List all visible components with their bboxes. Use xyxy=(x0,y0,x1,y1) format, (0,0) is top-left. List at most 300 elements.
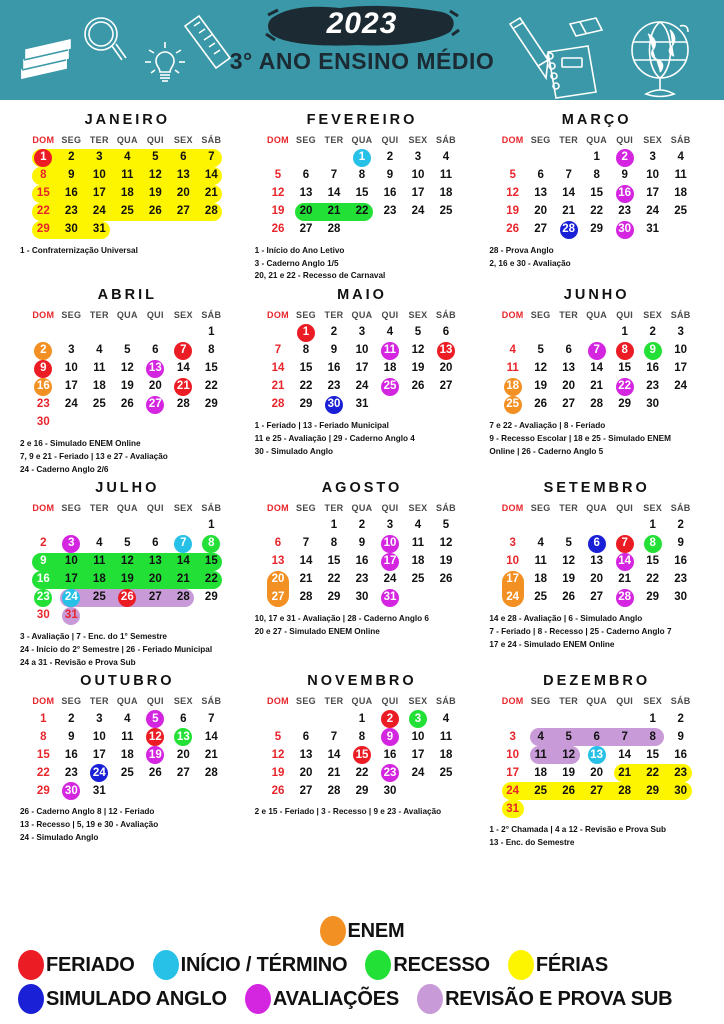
calendar-empty-cell xyxy=(611,800,639,818)
day-number: 11 xyxy=(534,748,547,761)
calendar-day-cell xyxy=(141,535,169,553)
day-number: 24 xyxy=(92,205,106,218)
calendar-empty-cell xyxy=(499,149,527,167)
weekday-header-ter: TER xyxy=(559,135,579,145)
day-number: 16 xyxy=(616,185,634,203)
legend-label: SIMULADO ANGLO xyxy=(46,987,227,1010)
day-number: 20 xyxy=(590,573,604,586)
calendar-day-cell xyxy=(57,746,85,764)
calendar-week-row xyxy=(29,728,225,746)
day-number: 12 xyxy=(562,555,576,568)
day-number: 27 xyxy=(562,398,576,411)
lightbulb-icon xyxy=(145,42,185,81)
calendar-day-cell xyxy=(432,535,460,553)
calendar-day-cell xyxy=(292,378,320,396)
calendar-day-cell xyxy=(527,728,555,746)
calendar-empty-cell xyxy=(555,710,583,728)
day-number: 10 xyxy=(674,344,688,357)
day-number: 20 xyxy=(176,748,190,761)
day-number: 25 xyxy=(92,591,106,604)
day-number: 29 xyxy=(204,591,218,604)
calendar-day-cell xyxy=(432,149,460,167)
calendar-day-cell xyxy=(292,571,320,589)
day-number: 17 xyxy=(674,362,688,375)
calendar-day-cell xyxy=(197,589,225,607)
day-number: 2 xyxy=(68,712,75,725)
weekday-header-sáb: SÁB xyxy=(436,310,456,321)
day-number: 2 xyxy=(616,149,634,167)
calendar-day-cell xyxy=(169,746,197,764)
day-number: 28 xyxy=(176,398,190,411)
day-number: 23 xyxy=(674,766,688,779)
calendar-day-cell xyxy=(499,396,527,414)
calendar-day-cell xyxy=(404,571,432,589)
calendar-day-cell xyxy=(348,571,376,589)
calendar-day-cell xyxy=(29,553,57,571)
weekday-header-qua: QUA xyxy=(116,135,138,145)
calendar-day-cell xyxy=(432,764,460,782)
calendar-day-cell xyxy=(611,746,639,764)
calendar-week-row xyxy=(264,710,460,728)
day-number: 19 xyxy=(439,555,453,568)
day-number: 30 xyxy=(674,784,688,797)
day-number: 13 xyxy=(299,187,313,200)
legend-row-2 xyxy=(18,984,706,1014)
day-number: 20 xyxy=(269,571,287,589)
legend-label: FERIADO xyxy=(46,953,135,976)
page-header xyxy=(0,0,724,100)
calendar-day-cell xyxy=(29,360,57,378)
weekday-header-sáb: SÁB xyxy=(201,310,222,321)
day-number: 27 xyxy=(299,784,313,797)
day-number: 31 xyxy=(646,223,660,236)
calendar-day-cell xyxy=(667,589,695,607)
calendar-empty-cell xyxy=(376,221,404,239)
weekday-header-qui: QUI xyxy=(381,503,399,514)
month-note-line: 28 - Prova Anglo xyxy=(489,246,554,255)
calendar-day-cell xyxy=(113,342,141,360)
calendar-empty-cell xyxy=(555,324,583,342)
day-number: 12 xyxy=(439,537,453,550)
day-number: 14 xyxy=(327,187,341,200)
day-number: 9 xyxy=(677,537,684,550)
day-number: 13 xyxy=(271,555,285,568)
day-number: 21 xyxy=(327,205,341,218)
calendar-day-cell xyxy=(348,396,376,414)
day-number: 22 xyxy=(299,380,313,393)
month-title: MAIO xyxy=(337,287,387,304)
calendar-day-cell xyxy=(639,396,667,414)
calendar-day-cell xyxy=(348,746,376,764)
day-number: 30 xyxy=(64,223,78,236)
month-note-line: 14 e 28 - Avaliação | 6 - Simulado Anglo xyxy=(489,614,643,624)
calendar-empty-cell xyxy=(141,517,169,535)
day-number: 14 xyxy=(176,362,190,375)
day-number: 2 xyxy=(649,326,656,339)
calendar-empty-cell xyxy=(113,221,141,239)
calendar-day-cell xyxy=(639,342,667,360)
day-number: 12 xyxy=(411,344,425,357)
calendar-day-cell xyxy=(320,571,348,589)
calendar-day-cell xyxy=(667,185,695,203)
day-number: 3 xyxy=(96,712,103,725)
calendar-day-cell xyxy=(348,342,376,360)
calendar-day-cell xyxy=(57,360,85,378)
day-number: 30 xyxy=(325,396,343,414)
day-number: 3 xyxy=(68,344,75,357)
day-number: 19 xyxy=(562,766,576,779)
day-number: 10 xyxy=(64,362,78,375)
calendar-day-cell xyxy=(264,378,292,396)
day-number: 18 xyxy=(534,766,548,779)
calendar-table xyxy=(29,310,225,432)
calendar-day-cell xyxy=(555,553,583,571)
weekday-header-dom: DOM xyxy=(267,135,289,145)
calendar-day-cell xyxy=(197,764,225,782)
month-title: FEVEREIRO xyxy=(306,112,418,128)
calendar-week-row xyxy=(499,728,695,746)
weekday-header-qui: QUI xyxy=(616,310,634,321)
day-number: 30 xyxy=(646,398,660,411)
calendar-day-cell xyxy=(499,553,527,571)
calendar-day-cell xyxy=(583,167,611,185)
calendar-week-row xyxy=(499,149,695,167)
day-number: 22 xyxy=(204,573,218,586)
month-note-line: 24 - Caderno Anglo 2/6 xyxy=(20,464,109,474)
calendar-day-cell xyxy=(667,324,695,342)
day-number: 16 xyxy=(674,748,688,761)
calendar-day-cell xyxy=(85,342,113,360)
calendar-day-cell xyxy=(555,342,583,360)
calendar-day-cell xyxy=(527,167,555,185)
calendar-week-row xyxy=(499,589,695,607)
calendar-day-cell xyxy=(320,324,348,342)
books-icon xyxy=(22,40,70,78)
calendar-day-cell xyxy=(583,764,611,782)
day-number: 1 xyxy=(208,326,215,339)
month-note-line: 1 - Confraternização Universal xyxy=(20,246,138,255)
day-number: 14 xyxy=(204,730,218,743)
calendar-day-cell xyxy=(197,535,225,553)
calendar-week-row xyxy=(499,185,695,203)
day-number: 28 xyxy=(618,784,632,797)
day-number: 24 xyxy=(383,573,397,586)
day-number: 29 xyxy=(646,591,660,604)
magnifier-icon xyxy=(85,18,126,60)
day-number: 21 xyxy=(562,205,576,218)
weekday-header-qui: QUI xyxy=(616,503,634,514)
calendar-week-row xyxy=(499,764,695,782)
month-note-line: 2, 16 e 30 - Avaliação xyxy=(489,258,571,268)
calendar-day-cell xyxy=(404,378,432,396)
calendar-day-cell xyxy=(404,764,432,782)
calendar-day-cell xyxy=(320,728,348,746)
calendar-day-cell xyxy=(85,396,113,414)
day-number: 18 xyxy=(534,573,548,586)
weekday-header-qui: QUI xyxy=(381,135,399,145)
day-number: 13 xyxy=(437,342,455,360)
calendar-day-cell xyxy=(320,360,348,378)
legend-label: AVALIAÇÕES xyxy=(272,987,400,1010)
day-number: 31 xyxy=(504,800,522,818)
day-number: 13 xyxy=(299,748,313,761)
calendar-day-cell xyxy=(611,221,639,239)
day-number: 9 xyxy=(677,730,684,743)
calendar-empty-cell xyxy=(264,324,292,342)
day-number: 25 xyxy=(120,205,134,218)
calendar-week-row xyxy=(499,221,695,239)
day-number: 4 xyxy=(677,151,684,164)
day-number: 29 xyxy=(327,591,341,604)
calendar-day-cell xyxy=(611,342,639,360)
day-number: 7 xyxy=(274,344,282,357)
calendar-day-cell xyxy=(583,149,611,167)
day-number: 22 xyxy=(646,573,660,586)
calendar-day-cell xyxy=(555,203,583,221)
calendar-day-cell xyxy=(85,764,113,782)
day-number: 23 xyxy=(646,380,660,393)
day-number: 2 xyxy=(386,151,394,164)
calendar-day-cell xyxy=(404,728,432,746)
calendar-day-cell xyxy=(57,710,85,728)
calendar-week-row xyxy=(264,149,460,167)
day-number: 22 xyxy=(616,378,634,396)
calendar-day-cell xyxy=(85,728,113,746)
calendar-empty-cell xyxy=(169,324,197,342)
day-number: 9 xyxy=(358,537,366,550)
calendar-day-cell xyxy=(320,342,348,360)
month-notes xyxy=(253,613,472,638)
calendar-day-cell xyxy=(197,517,225,535)
day-number: 29 xyxy=(590,223,604,236)
calendar-day-cell xyxy=(29,728,57,746)
calendar-week-row xyxy=(29,185,225,203)
calendar-day-cell xyxy=(57,342,85,360)
calendar-day-cell xyxy=(85,535,113,553)
calendar-day-cell xyxy=(611,378,639,396)
calendar-day-cell xyxy=(320,167,348,185)
month-notes xyxy=(487,420,706,458)
weekday-header-ter: TER xyxy=(89,310,109,321)
calendar-day-cell xyxy=(29,414,57,432)
day-number: 2 xyxy=(40,537,47,550)
weekday-header-qua: QUA xyxy=(351,696,373,707)
calendar-week-row xyxy=(29,589,225,607)
day-number: 28 xyxy=(590,398,604,411)
weekday-header-ter: TER xyxy=(324,696,344,707)
calendar-day-cell xyxy=(583,396,611,414)
day-number: 16 xyxy=(64,748,78,761)
day-number: 9 xyxy=(330,344,338,357)
day-number: 31 xyxy=(355,398,369,411)
calendar-empty-cell xyxy=(527,800,555,818)
day-number: 29 xyxy=(355,784,369,797)
calendar-day-cell xyxy=(639,203,667,221)
calendar-table xyxy=(264,696,460,800)
calendar-day-cell xyxy=(113,535,141,553)
day-number: 18 xyxy=(439,748,453,761)
year-brush-stroke xyxy=(262,2,462,50)
day-number: 16 xyxy=(646,362,660,375)
calendar-day-cell xyxy=(583,535,611,553)
calendar-day-cell xyxy=(57,728,85,746)
calendar-day-cell xyxy=(639,746,667,764)
day-number: 16 xyxy=(383,748,397,761)
day-number: 8 xyxy=(330,537,338,550)
day-number: 5 xyxy=(274,169,282,182)
day-number: 17 xyxy=(92,748,106,761)
day-number: 12 xyxy=(534,362,548,375)
day-number: 18 xyxy=(439,187,453,200)
calendar-day-cell xyxy=(169,535,197,553)
calendar-empty-cell xyxy=(197,607,225,625)
calendar-day-cell xyxy=(639,360,667,378)
calendar-day-cell xyxy=(57,607,85,625)
calendar-day-cell xyxy=(527,342,555,360)
calendar-table xyxy=(499,310,695,414)
day-number: 12 xyxy=(146,728,164,746)
day-number: 17 xyxy=(92,187,106,200)
legend-item-enem xyxy=(320,916,405,946)
calendar-day-cell xyxy=(583,746,611,764)
day-number: 19 xyxy=(120,380,134,393)
day-number: 16 xyxy=(383,187,397,200)
calendar-week-row xyxy=(499,553,695,571)
day-number: 26 xyxy=(534,398,548,411)
day-number: 8 xyxy=(358,169,366,182)
day-number: 16 xyxy=(34,378,52,396)
calendar-day-cell xyxy=(320,396,348,414)
day-number: 21 xyxy=(618,766,632,779)
calendar-week-row xyxy=(264,535,460,553)
day-number: 4 xyxy=(96,344,103,357)
calendar-empty-cell xyxy=(348,221,376,239)
calendar-day-cell xyxy=(197,728,225,746)
month-note-line: 24 - Início do 2° Semestre | 26 - Feriado Municipal xyxy=(20,644,213,654)
day-number: 14 xyxy=(562,187,576,200)
calendar-day-cell xyxy=(348,324,376,342)
weekday-header-qui: QUI xyxy=(146,696,164,707)
calendar-day-cell xyxy=(292,167,320,185)
legend-item-simulado-anglo xyxy=(18,984,227,1014)
day-number: 28 xyxy=(204,205,218,218)
calendar-day-cell xyxy=(583,589,611,607)
calendar-day-cell xyxy=(499,221,527,239)
calendar-empty-cell xyxy=(113,324,141,342)
day-number: 8 xyxy=(302,344,310,357)
day-number: 10 xyxy=(646,169,660,182)
calendar-day-cell xyxy=(376,728,404,746)
legend-label: REVISÃO E PROVA SUB xyxy=(445,987,673,1010)
calendar-day-cell xyxy=(432,517,460,535)
month-dezembro xyxy=(481,669,712,849)
calendar-empty-cell xyxy=(292,149,320,167)
calendar-day-cell xyxy=(85,782,113,800)
calendar-empty-cell xyxy=(85,324,113,342)
weekday-header-qui: QUI xyxy=(146,310,164,321)
weekday-header-dom: DOM xyxy=(501,696,524,707)
calendar-day-cell xyxy=(611,396,639,414)
calendar-day-cell xyxy=(611,589,639,607)
day-number: 14 xyxy=(618,748,632,761)
calendar-empty-cell xyxy=(169,221,197,239)
weekday-header-seg: SEG xyxy=(296,696,316,707)
day-number: 2 xyxy=(34,342,52,360)
day-number: 11 xyxy=(534,555,547,568)
calendar-day-cell xyxy=(85,378,113,396)
weekday-header-sex: SEX xyxy=(173,310,193,321)
month-agosto xyxy=(247,476,478,669)
day-number: 6 xyxy=(593,730,600,743)
weekday-header-ter: TER xyxy=(559,310,579,321)
day-number: 11 xyxy=(121,169,134,182)
day-number: 24 xyxy=(62,589,80,607)
calendar-empty-cell xyxy=(320,710,348,728)
day-number: 7 xyxy=(174,535,192,553)
weekday-header-sex: SEX xyxy=(408,135,428,145)
month-note-line: 20, 21 e 22 - Recesso de Carnaval xyxy=(254,271,386,281)
day-number: 15 xyxy=(204,555,218,568)
calendar-day-cell xyxy=(141,378,169,396)
calendar-day-cell xyxy=(611,360,639,378)
day-number: 13 xyxy=(534,187,548,200)
day-number: 4 xyxy=(442,151,450,164)
day-number: 19 xyxy=(271,205,285,218)
calendar-day-cell xyxy=(320,764,348,782)
weekday-header-sex: SEX xyxy=(173,503,193,514)
calendar-table xyxy=(264,310,460,414)
weekday-header-sáb: SÁB xyxy=(201,135,222,145)
weekday-header-ter: TER xyxy=(559,696,579,707)
calendar-table xyxy=(264,135,460,239)
calendar-week-row xyxy=(499,324,695,342)
calendar-empty-cell xyxy=(555,149,583,167)
day-number: 10 xyxy=(355,344,369,357)
calendar-week-row xyxy=(264,342,460,360)
calendar-day-cell xyxy=(57,535,85,553)
day-number: 19 xyxy=(534,380,548,393)
calendar-day-cell xyxy=(320,782,348,800)
day-number: 18 xyxy=(120,748,134,761)
month-notes xyxy=(487,613,706,651)
day-number: 22 xyxy=(590,205,604,218)
calendar-day-cell xyxy=(113,746,141,764)
legend-row-1 xyxy=(18,950,706,980)
legend-item-avalia-es xyxy=(245,984,399,1014)
calendar-table xyxy=(29,696,225,800)
day-number: 17 xyxy=(646,187,660,200)
notebook-icon xyxy=(547,46,596,98)
day-number: 15 xyxy=(646,555,660,568)
month-notes xyxy=(487,824,706,849)
day-number: 3 xyxy=(409,710,427,728)
calendar-day-cell xyxy=(29,378,57,396)
calendar-day-cell xyxy=(264,764,292,782)
calendar-day-cell xyxy=(611,185,639,203)
day-number: 9 xyxy=(34,553,52,571)
calendar-empty-cell xyxy=(499,710,527,728)
calendar-empty-cell xyxy=(141,221,169,239)
day-number: 23 xyxy=(381,764,399,782)
day-number: 1 xyxy=(621,326,628,339)
day-number: 4 xyxy=(124,151,131,164)
calendar-day-cell xyxy=(639,710,667,728)
calendar-day-cell xyxy=(376,746,404,764)
calendar-empty-cell xyxy=(555,800,583,818)
calendar-day-cell xyxy=(29,535,57,553)
day-number: 14 xyxy=(204,169,218,182)
calendar-day-cell xyxy=(292,221,320,239)
